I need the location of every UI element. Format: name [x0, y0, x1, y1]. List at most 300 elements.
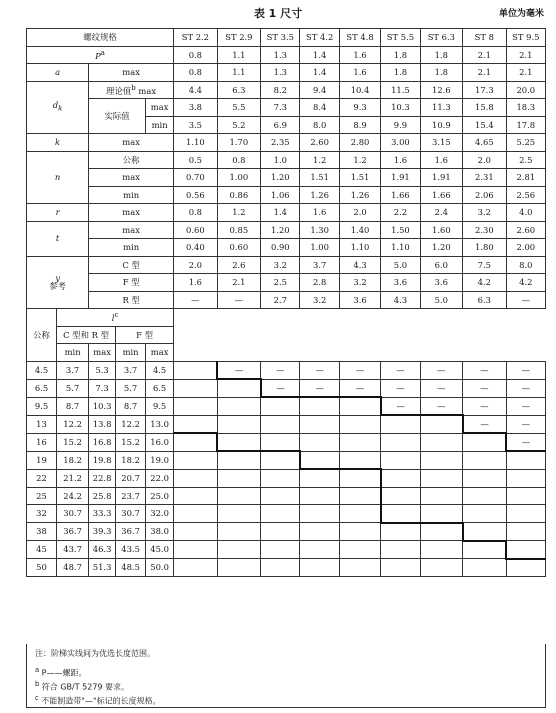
length-row [27, 397, 546, 415]
dash-mark: — [261, 379, 300, 397]
cell: 15.4 [463, 116, 507, 134]
cell: 3.2 [261, 256, 300, 274]
cell: 3.8 [174, 99, 218, 117]
cell: 1.91 [420, 169, 462, 187]
length-nominal: 38 [27, 523, 57, 541]
grid-cell [300, 433, 339, 451]
length-nominal-header: 公称 [27, 309, 57, 362]
dk-symbol: $d_k$ [27, 81, 89, 134]
header-row [27, 29, 546, 47]
cell: 1.6 [339, 46, 380, 64]
length-value: 19.0 [146, 451, 174, 469]
thread-spec-header: 螺纹规格 [27, 29, 174, 47]
cell: 8.9 [339, 116, 380, 134]
cell: 1.10 [174, 134, 218, 152]
length-nominal: 6.5 [27, 379, 57, 397]
cell: 6.9 [261, 116, 300, 134]
cr-type-header: C 型和 R 型 [57, 326, 116, 344]
dash-mark: — [463, 361, 507, 379]
cell: 20.0 [506, 81, 545, 99]
size-header: ST 2.2 [174, 29, 218, 47]
grid-cell [339, 559, 380, 577]
note-stepped-lines: 注：阶梯实线间为优选长度范围。 [35, 649, 155, 658]
length-value: 12.2 [116, 415, 146, 433]
cell: 11.3 [420, 99, 462, 117]
grid-cell [381, 469, 420, 487]
length-value: 3.7 [57, 361, 89, 379]
cell: 9.9 [381, 116, 420, 134]
grid-cell [300, 523, 339, 541]
length-value: 6.5 [146, 379, 174, 397]
length-row [27, 505, 546, 523]
note-a: $^a$ P——螺距。 [35, 666, 87, 678]
length-value: 5.7 [57, 379, 89, 397]
cell: 1.40 [339, 221, 380, 239]
length-value: 8.7 [116, 397, 146, 415]
cell: 1.6 [300, 204, 339, 222]
type-label: C 型 [89, 256, 174, 274]
length-row [27, 361, 546, 379]
length-nominal: 50 [27, 559, 57, 577]
grid-cell [217, 523, 261, 541]
grid-cell [339, 505, 380, 523]
dash-mark: — [339, 361, 380, 379]
type-label: F 型 [89, 274, 174, 292]
pitch-row [27, 46, 546, 64]
cell: 4.3 [381, 291, 420, 309]
size-header: ST 3.5 [261, 29, 300, 47]
grid-cell [506, 451, 545, 469]
cell: 1.8 [381, 46, 420, 64]
length-value: 43.5 [116, 541, 146, 559]
cell: 1.6 [174, 274, 218, 292]
length-nominal: 13 [27, 415, 57, 433]
length-value: 36.7 [116, 523, 146, 541]
dk-theo-row [27, 81, 546, 99]
cell: 4.3 [339, 256, 380, 274]
length-value: 25.8 [89, 487, 116, 505]
cell: 10.3 [381, 99, 420, 117]
length-value: 25.0 [146, 487, 174, 505]
y-symbol: y 参考 [27, 256, 89, 309]
grid-cell [463, 433, 507, 451]
cell: 0.56 [174, 186, 218, 204]
limit-label: max [89, 134, 174, 152]
dash-mark: — [506, 433, 545, 451]
cell: 2.5 [261, 274, 300, 292]
blank-area [174, 309, 546, 362]
dash-mark: — [420, 397, 462, 415]
cell: — [217, 291, 261, 309]
min-header: min [116, 344, 146, 362]
dash-mark: — [506, 379, 545, 397]
note-b: $^b$ 符合 GB/T 5279 要求。 [35, 680, 130, 692]
a-symbol: a [27, 64, 89, 82]
limit-label: min [146, 116, 174, 134]
length-value: 23.7 [116, 487, 146, 505]
cell: 3.6 [420, 274, 462, 292]
t-symbol: t [27, 221, 89, 256]
cell: 1.6 [420, 151, 462, 169]
size-header: ST 9.5 [506, 29, 545, 47]
grid-cell [463, 451, 507, 469]
cell: 2.60 [300, 134, 339, 152]
cell: 2.35 [261, 134, 300, 152]
grid-cell [463, 505, 507, 523]
grid-cell [420, 469, 462, 487]
max-header: max [146, 344, 174, 362]
unit-label: 单位为毫米 [498, 9, 544, 19]
length-value: 48.7 [57, 559, 89, 577]
grid-cell [217, 451, 261, 469]
theoretical-label: 理论值$^b$ max [89, 81, 174, 99]
grid-cell [506, 469, 545, 487]
cell: — [506, 291, 545, 309]
grid-cell [463, 469, 507, 487]
grid-cell [300, 397, 339, 415]
cell: 5.25 [506, 134, 545, 152]
length-value: 18.2 [57, 451, 89, 469]
length-value: 3.7 [116, 361, 146, 379]
grid-cell [506, 541, 545, 559]
length-value: 30.7 [116, 505, 146, 523]
dash-mark: — [506, 397, 545, 415]
cell: 10.4 [339, 81, 380, 99]
length-nominal: 22 [27, 469, 57, 487]
length-value: 15.2 [57, 433, 89, 451]
cell: 5.2 [217, 116, 261, 134]
grid-cell [261, 505, 300, 523]
length-value: 36.7 [57, 523, 89, 541]
size-header: ST 2.9 [217, 29, 261, 47]
cell: 15.8 [463, 99, 507, 117]
cell: 4.65 [463, 134, 507, 152]
cell: 1.80 [463, 239, 507, 257]
k-row [27, 134, 546, 152]
page-header [0, 0, 556, 28]
length-row [27, 415, 546, 433]
grid-cell [217, 559, 261, 577]
dimensions-table [26, 28, 546, 577]
length-value: 4.5 [146, 361, 174, 379]
grid-cell [174, 541, 218, 559]
length-value: 16.0 [146, 433, 174, 451]
grid-cell [300, 505, 339, 523]
limit-label: min [89, 186, 174, 204]
length-value: 7.3 [89, 379, 116, 397]
grid-cell [174, 433, 218, 451]
length-value: 38.0 [146, 523, 174, 541]
cell: 10.9 [420, 116, 462, 134]
grid-cell [420, 415, 462, 433]
grid-cell [420, 451, 462, 469]
cell: 1.6 [339, 64, 380, 82]
cell: 3.2 [300, 291, 339, 309]
cell: 0.8 [174, 64, 218, 82]
dash-mark: — [261, 361, 300, 379]
dash-mark: — [506, 415, 545, 433]
grid-cell [463, 523, 507, 541]
grid-cell [261, 415, 300, 433]
table-title: 表 1 尺寸 [253, 7, 303, 20]
grid-cell [300, 451, 339, 469]
cell: 1.8 [420, 46, 462, 64]
cell: 2.80 [339, 134, 380, 152]
length-value: 46.3 [89, 541, 116, 559]
grid-cell [261, 451, 300, 469]
cell: 3.15 [420, 134, 462, 152]
grid-cell [381, 523, 420, 541]
cell: 3.00 [381, 134, 420, 152]
cell: 1.10 [381, 239, 420, 257]
max-header: max [89, 344, 116, 362]
cell: 9.4 [300, 81, 339, 99]
dash-mark: — [381, 361, 420, 379]
grid-cell [506, 505, 545, 523]
limit-label: max [89, 221, 174, 239]
cell: 1.00 [300, 239, 339, 257]
length-nominal: 9.5 [27, 397, 57, 415]
cell: 1.0 [261, 151, 300, 169]
cell: 2.2 [381, 204, 420, 222]
r-symbol: r [27, 204, 89, 222]
length-value: 10.3 [89, 397, 116, 415]
cell: 1.4 [300, 46, 339, 64]
cell: 2.1 [463, 46, 507, 64]
grid-cell [261, 397, 300, 415]
grid-cell [506, 559, 545, 577]
grid-cell [174, 505, 218, 523]
cell: 4.4 [174, 81, 218, 99]
length-header-row [27, 309, 546, 327]
y-r-row [27, 291, 546, 309]
size-header: ST 5.5 [381, 29, 420, 47]
length-nominal: 4.5 [27, 361, 57, 379]
cell: 18.3 [506, 99, 545, 117]
note-c: $^c$ 不能制造带"—"标记的长度规格。 [35, 694, 161, 706]
cell: 0.60 [174, 221, 218, 239]
grid-cell [420, 523, 462, 541]
length-row [27, 433, 546, 451]
grid-cell [174, 559, 218, 577]
limit-label: max [89, 169, 174, 187]
cell: 0.8 [174, 46, 218, 64]
cell: 2.81 [506, 169, 545, 187]
dash-mark: — [339, 379, 380, 397]
cell: 2.1 [217, 274, 261, 292]
dash-mark: — [300, 361, 339, 379]
cell: 1.2 [217, 204, 261, 222]
grid-cell [261, 559, 300, 577]
cell: 3.7 [300, 256, 339, 274]
grid-cell [463, 487, 507, 505]
cell: 2.60 [506, 221, 545, 239]
grid-cell [381, 415, 420, 433]
grid-cell [174, 451, 218, 469]
cell: 1.20 [261, 221, 300, 239]
actual-label: 实际值 [89, 99, 146, 134]
limit-label: max [89, 64, 174, 82]
grid-cell [217, 541, 261, 559]
cell: 1.4 [300, 64, 339, 82]
dash-mark: — [217, 361, 261, 379]
cell: 2.00 [506, 239, 545, 257]
grid-cell [261, 523, 300, 541]
cell: 2.31 [463, 169, 507, 187]
cell: 9.3 [339, 99, 380, 117]
cell: 1.70 [217, 134, 261, 152]
grid-cell [217, 505, 261, 523]
grid-cell [339, 469, 380, 487]
cell: 2.8 [300, 274, 339, 292]
grid-cell [420, 505, 462, 523]
cell: 1.20 [420, 239, 462, 257]
dash-mark: — [381, 397, 420, 415]
f-type-header: F 型 [116, 326, 174, 344]
length-value: 39.3 [89, 523, 116, 541]
cell: 8.0 [300, 116, 339, 134]
cell: 1.26 [339, 186, 380, 204]
length-value: 19.8 [89, 451, 116, 469]
length-value: 32.0 [146, 505, 174, 523]
cell: 1.91 [381, 169, 420, 187]
size-header: ST 4.2 [300, 29, 339, 47]
cell: 1.6 [381, 151, 420, 169]
dk-max-row [27, 99, 546, 117]
cell: 1.66 [420, 186, 462, 204]
cell: 2.0 [463, 151, 507, 169]
grid-cell [506, 487, 545, 505]
cell: 4.0 [506, 204, 545, 222]
cell: 1.8 [381, 64, 420, 82]
grid-cell [339, 433, 380, 451]
cell: 1.51 [300, 169, 339, 187]
length-value: 12.2 [57, 415, 89, 433]
cell: 3.5 [174, 116, 218, 134]
cell: 6.3 [217, 81, 261, 99]
cell: 1.4 [261, 204, 300, 222]
cell: 0.85 [217, 221, 261, 239]
cell: 2.30 [463, 221, 507, 239]
grid-cell [420, 541, 462, 559]
grid-cell [339, 487, 380, 505]
length-row [27, 523, 546, 541]
cell: 6.0 [420, 256, 462, 274]
t-min-row [27, 239, 546, 257]
length-value: 18.2 [116, 451, 146, 469]
dash-mark: — [420, 361, 462, 379]
cell: 0.40 [174, 239, 218, 257]
grid-cell [381, 505, 420, 523]
length-value: 22.8 [89, 469, 116, 487]
cell: 0.5 [174, 151, 218, 169]
length-row [27, 487, 546, 505]
cell: 7.3 [261, 99, 300, 117]
cell: 4.2 [506, 274, 545, 292]
limit-label: max [89, 204, 174, 222]
cell: 2.5 [506, 151, 545, 169]
length-value: 21.2 [57, 469, 89, 487]
grid-cell [261, 433, 300, 451]
type-label: R 型 [89, 291, 174, 309]
length-nominal: 19 [27, 451, 57, 469]
cell: 0.8 [174, 204, 218, 222]
grid-cell [420, 433, 462, 451]
cell: 5.0 [420, 291, 462, 309]
length-value: 33.3 [89, 505, 116, 523]
grid-cell [217, 415, 261, 433]
cell: 1.26 [300, 186, 339, 204]
length-value: 16.8 [89, 433, 116, 451]
grid-cell [217, 469, 261, 487]
grid-cell [174, 361, 218, 379]
length-value: 5.7 [116, 379, 146, 397]
length-nominal: 45 [27, 541, 57, 559]
cell: 5.5 [217, 99, 261, 117]
dash-mark: — [506, 361, 545, 379]
cell: 5.0 [381, 256, 420, 274]
cell: 2.06 [463, 186, 507, 204]
cell: 2.4 [420, 204, 462, 222]
length-row [27, 469, 546, 487]
cell: 1.1 [217, 46, 261, 64]
length-symbol: $l^c$ [57, 309, 174, 327]
k-symbol: k [27, 134, 89, 152]
cell: 2.1 [506, 64, 545, 82]
length-value: 9.5 [146, 397, 174, 415]
grid-cell [339, 415, 380, 433]
cell: 1.3 [261, 46, 300, 64]
limit-label: 公称 [89, 151, 174, 169]
cell: 4.2 [463, 274, 507, 292]
cell: 1.10 [339, 239, 380, 257]
cell: 6.3 [463, 291, 507, 309]
length-value: 24.2 [57, 487, 89, 505]
length-value: 50.0 [146, 559, 174, 577]
grid-cell [381, 451, 420, 469]
cell: 3.2 [339, 274, 380, 292]
length-value: 45.0 [146, 541, 174, 559]
cell: 1.51 [339, 169, 380, 187]
length-row [27, 379, 546, 397]
dash-mark: — [463, 397, 507, 415]
grid-cell [174, 487, 218, 505]
limit-label: max [146, 99, 174, 117]
y-c-row [27, 256, 546, 274]
cell: 1.2 [339, 151, 380, 169]
dash-mark: — [420, 379, 462, 397]
cell: 12.6 [420, 81, 462, 99]
dash-mark: — [300, 379, 339, 397]
dash-mark: — [463, 379, 507, 397]
n-nom-row [27, 151, 546, 169]
length-value: 22.0 [146, 469, 174, 487]
cell: 2.0 [339, 204, 380, 222]
cell: 0.8 [217, 151, 261, 169]
cell: 11.5 [381, 81, 420, 99]
length-row [27, 451, 546, 469]
dash-mark: — [381, 379, 420, 397]
n-symbol: n [27, 151, 89, 204]
length-value: 20.7 [116, 469, 146, 487]
cell: 1.66 [381, 186, 420, 204]
grid-cell [339, 541, 380, 559]
n-min-row [27, 186, 546, 204]
grid-cell [420, 487, 462, 505]
cell: 0.60 [217, 239, 261, 257]
length-row [27, 559, 546, 577]
cell: 1.50 [381, 221, 420, 239]
